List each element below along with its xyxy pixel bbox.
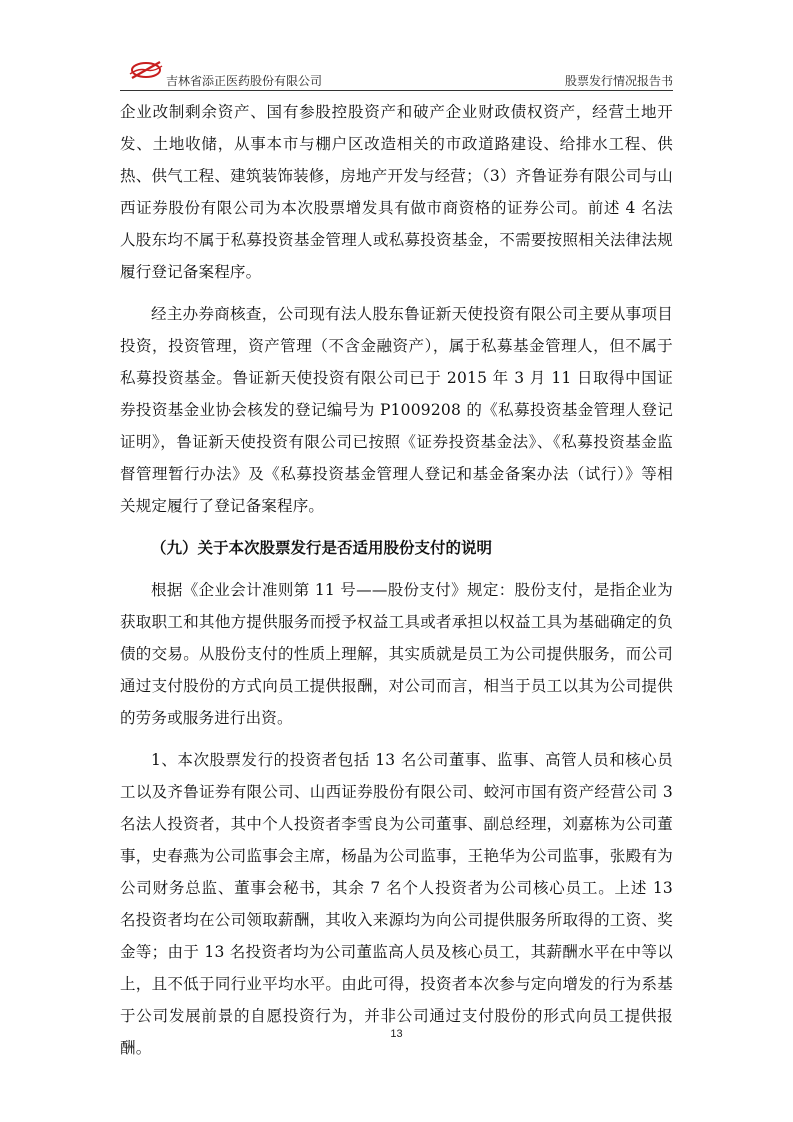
paragraph-investors: 1、本次股票发行的投资者包括 13 名公司董事、监事、高管人员和核心员工以及齐鲁证券有限公司、山西证券股份有限公司、蛟河市国有资产经营公司 3 名法人投资者，其中个人投资者李雪良为公司董事、副总经理，刘嘉栋为公司董事，史春燕为公司监事会主席，杨晶为公司监事，王艳华为公司监事，张殿有为公司财务总监、董事会秘书，其余 7 名个人投资者为公司核心员工。上述 13 名投资者均在公司领取薪酬，其收入来源均为向公司提供服务所取得的工资、奖金等；由于 13 名投资者均为公司董监高人员及核心员工，其薪酬水平在中等以上，且不低于同行业平均水平。由此可得，投资者本次参与定向增发的行为系基于公司发展前景的自愿投资行为，并非公司通过支付股份的形式向员工提供报酬。 xyxy=(120,751,673,1057)
company-name: 吉林省添正医药股份有限公司 xyxy=(166,74,323,88)
header-divider xyxy=(120,90,673,91)
paragraph-continued: 企业改制剩余资产、国有参股控股资产和破产企业财政债权资产，经营土地开发、土地收储，从事本市与棚户区改造相关的市政道路建设、给排水工程、供热、供气工程、建筑装饰装修，房地产开发与经营；（3）齐鲁证券有限公司与山西证券股份有限公司为本次股票增发具有做市商资格的证券公司。前述 4 名法人股东均不属于私募投资基金管理人或私募投资基金，不需要按照相关法律法规履行登记备案程序。 xyxy=(120,103,673,281)
document-title: 股票发行情况报告书 xyxy=(564,74,673,88)
section-heading: （九）关于本次股票发行是否适用股份支付的说明 xyxy=(151,539,493,557)
page-number: 13 xyxy=(390,1028,403,1040)
paragraph-verification: 经主办券商核查，公司现有法人股东鲁证新天使投资有限公司主要从事项目投资，投资管理，资产管理（不含金融资产），属于私募基金管理人，但不属于私募投资基金。鲁证新天使投资有限公司已于 2015 年 3 月 11 日取得中国证券投资基金业协会核发的登记编号为 P1009208 的《私募投资基金管理人登记证明》，鲁证新天使投资有限公司已按照《证券投资基金法》、《私募投资基金监督管理暂行办法》及《私募投资基金管理人登记和基金备案办法（试行）》等相关规定履行了登记备案程序。 xyxy=(120,305,673,515)
page-body xyxy=(120,96,673,1064)
company-logo xyxy=(126,58,166,82)
paragraph-share-payment: 根据《企业会计准则第 11 号——股份支付》规定：股份支付，是指企业为获取职工和其他方提供服务而授予权益工具或者承担以权益工具为基础确定的负债的交易。从股份支付的性质上理解，其实质就是员工为公司提供服务，而公司通过支付股份的方式向员工提供报酬，对公司而言，相当于员工以其为公司提供的劳务或服务进行出资。 xyxy=(120,581,673,727)
page-header xyxy=(120,56,673,92)
